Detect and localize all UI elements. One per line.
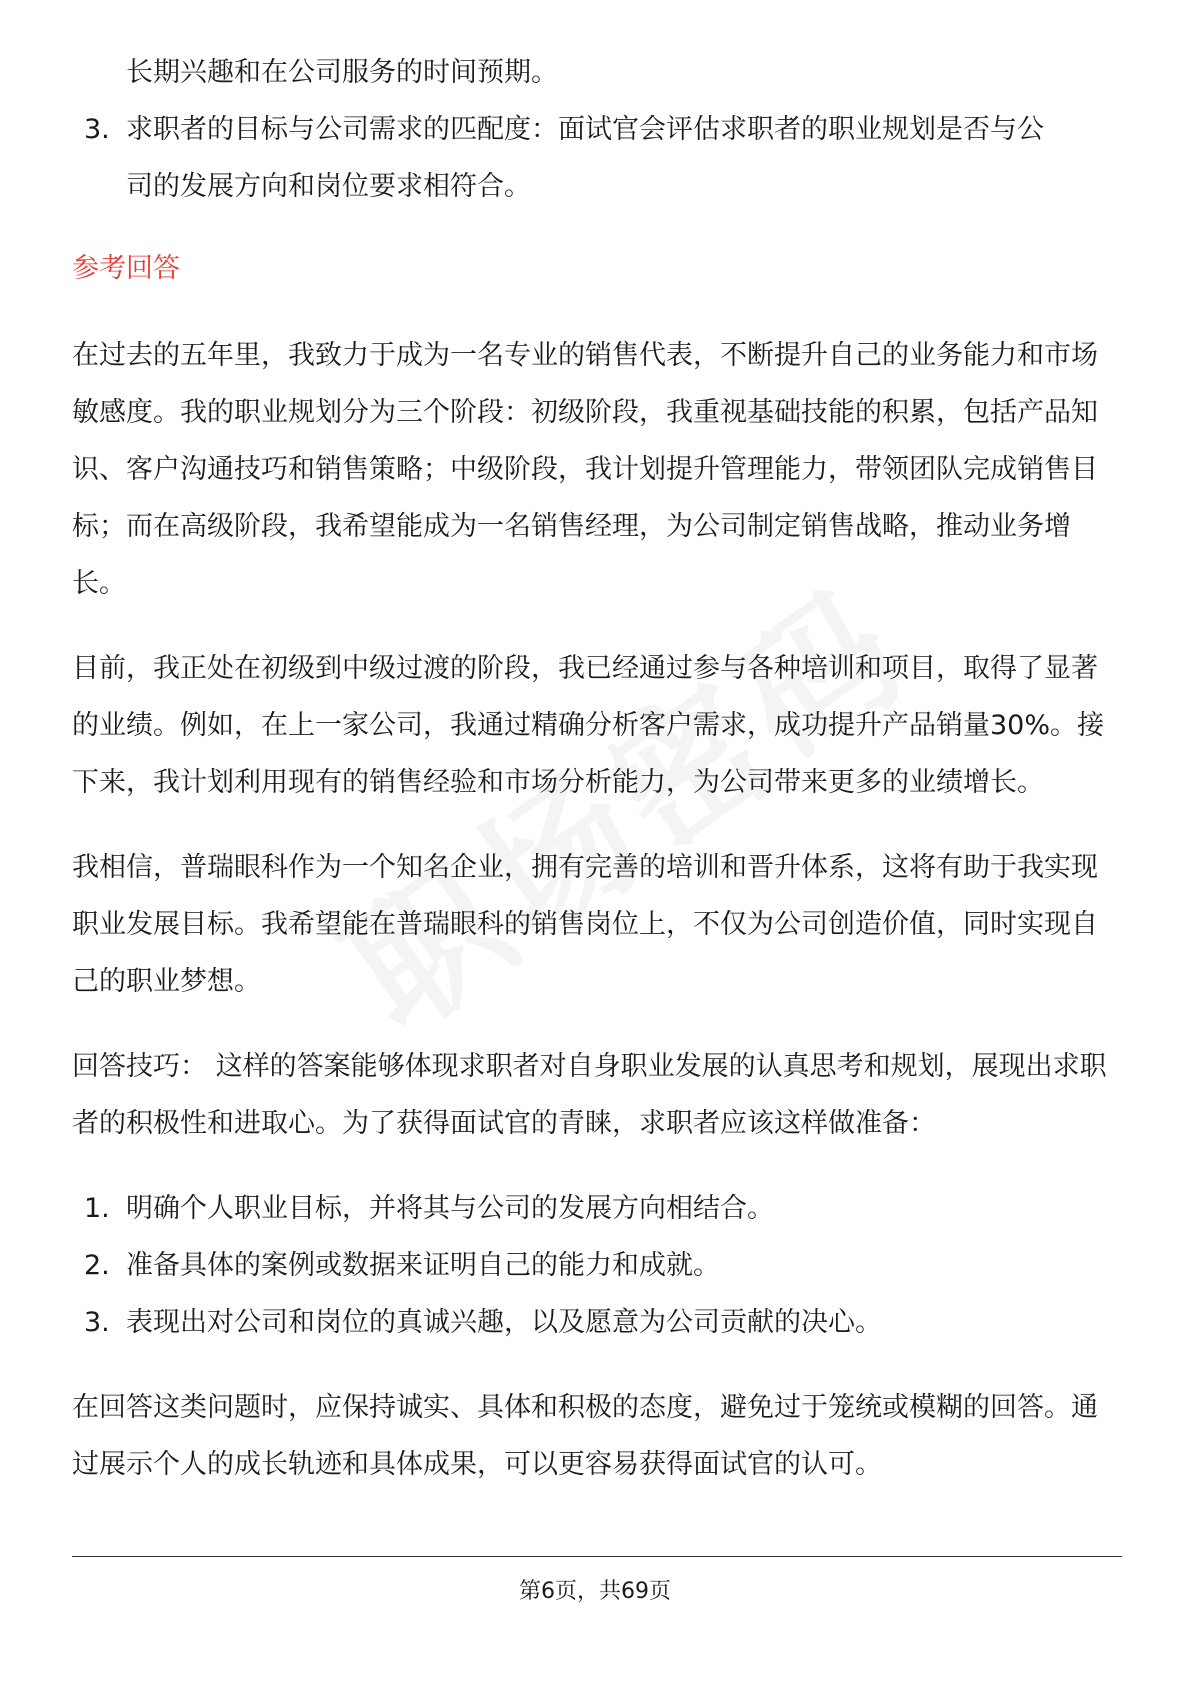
page-content: [72, 44, 1122, 1521]
answer-paragraph-2: 目前，我正处在初级到中级过渡的阶段，我已经通过参与各种培训和项目，取得了显著的业绩。例如，在上一家公司，我通过精确分析客户需求，成功提升产品销量30%。接下来，我计划利用现有的销售经验和市场分析能力，为公司带来更多的业绩增长。: [72, 653, 1105, 798]
list-item-continuation: 长期兴趣和在公司服务的时间预期。: [126, 57, 558, 88]
list-item-text-line2: 司的发展方向和岗位要求相符合。: [126, 171, 531, 202]
list-item: [72, 1180, 1122, 1237]
list-item-text: 明确个人职业目标，并将其与公司的发展方向相结合。: [126, 1193, 774, 1224]
closing-paragraph: 在回答这类问题时，应保持诚实、具体和积极的态度，避免过于笼统或模糊的回答。通过展示个人的成长轨迹和具体成果，可以更容易获得面试官的认可。: [72, 1392, 1098, 1480]
answer-paragraph-1: 在过去的五年里，我致力于成为一名专业的销售代表，不断提升自己的业务能力和市场敏感度。我的职业规划分为三个阶段：初级阶段，我重视基础技能的积累，包括产品知识、客户沟通技巧和销售策略；中级阶段，我计划提升管理能力，带领团队完成销售目标；而在高级阶段，我希望能成为一名销售经理，为公司制定销售战略，推动业务增长。: [72, 340, 1098, 599]
list-item-number: 3.: [84, 1307, 110, 1338]
list-item-number: 3.: [84, 114, 110, 145]
list-item: [72, 1294, 1122, 1351]
list-item: [72, 101, 1122, 215]
list-item-number: 2.: [84, 1250, 110, 1281]
tips-intro-paragraph: 回答技巧： 这样的答案能够体现求职者对自身职业发展的认真思考和规划，展现出求职者的积极性和进取心。为了获得面试官的青睐，求职者应该这样做准备：: [72, 1051, 1107, 1139]
list-item-number: 1.: [84, 1193, 110, 1224]
section-heading: 参考回答: [72, 253, 180, 284]
list-item: [72, 1237, 1122, 1294]
answer-paragraph-3: 我相信，普瑞眼科作为一个知名企业，拥有完善的培训和晋升体系，这将有助于我实现职业发展目标。我希望能在普瑞眼科的销售岗位上，不仅为公司创造价值，同时实现自己的职业梦想。: [72, 852, 1098, 997]
list-item-text: 准备具体的案例或数据来证明自己的能力和成就。: [126, 1250, 720, 1281]
tips-list: [72, 1180, 1122, 1351]
footer-divider: [72, 1556, 1122, 1557]
list-item-text: 表现出对公司和岗位的真诚兴趣，以及愿意为公司贡献的决心。: [126, 1307, 882, 1338]
page-number: 第6页，共69页: [519, 1579, 671, 1604]
list-item-text-line1: 求职者的目标与公司需求的匹配度：面试官会评估求职者的职业规划是否与公: [126, 114, 1044, 145]
